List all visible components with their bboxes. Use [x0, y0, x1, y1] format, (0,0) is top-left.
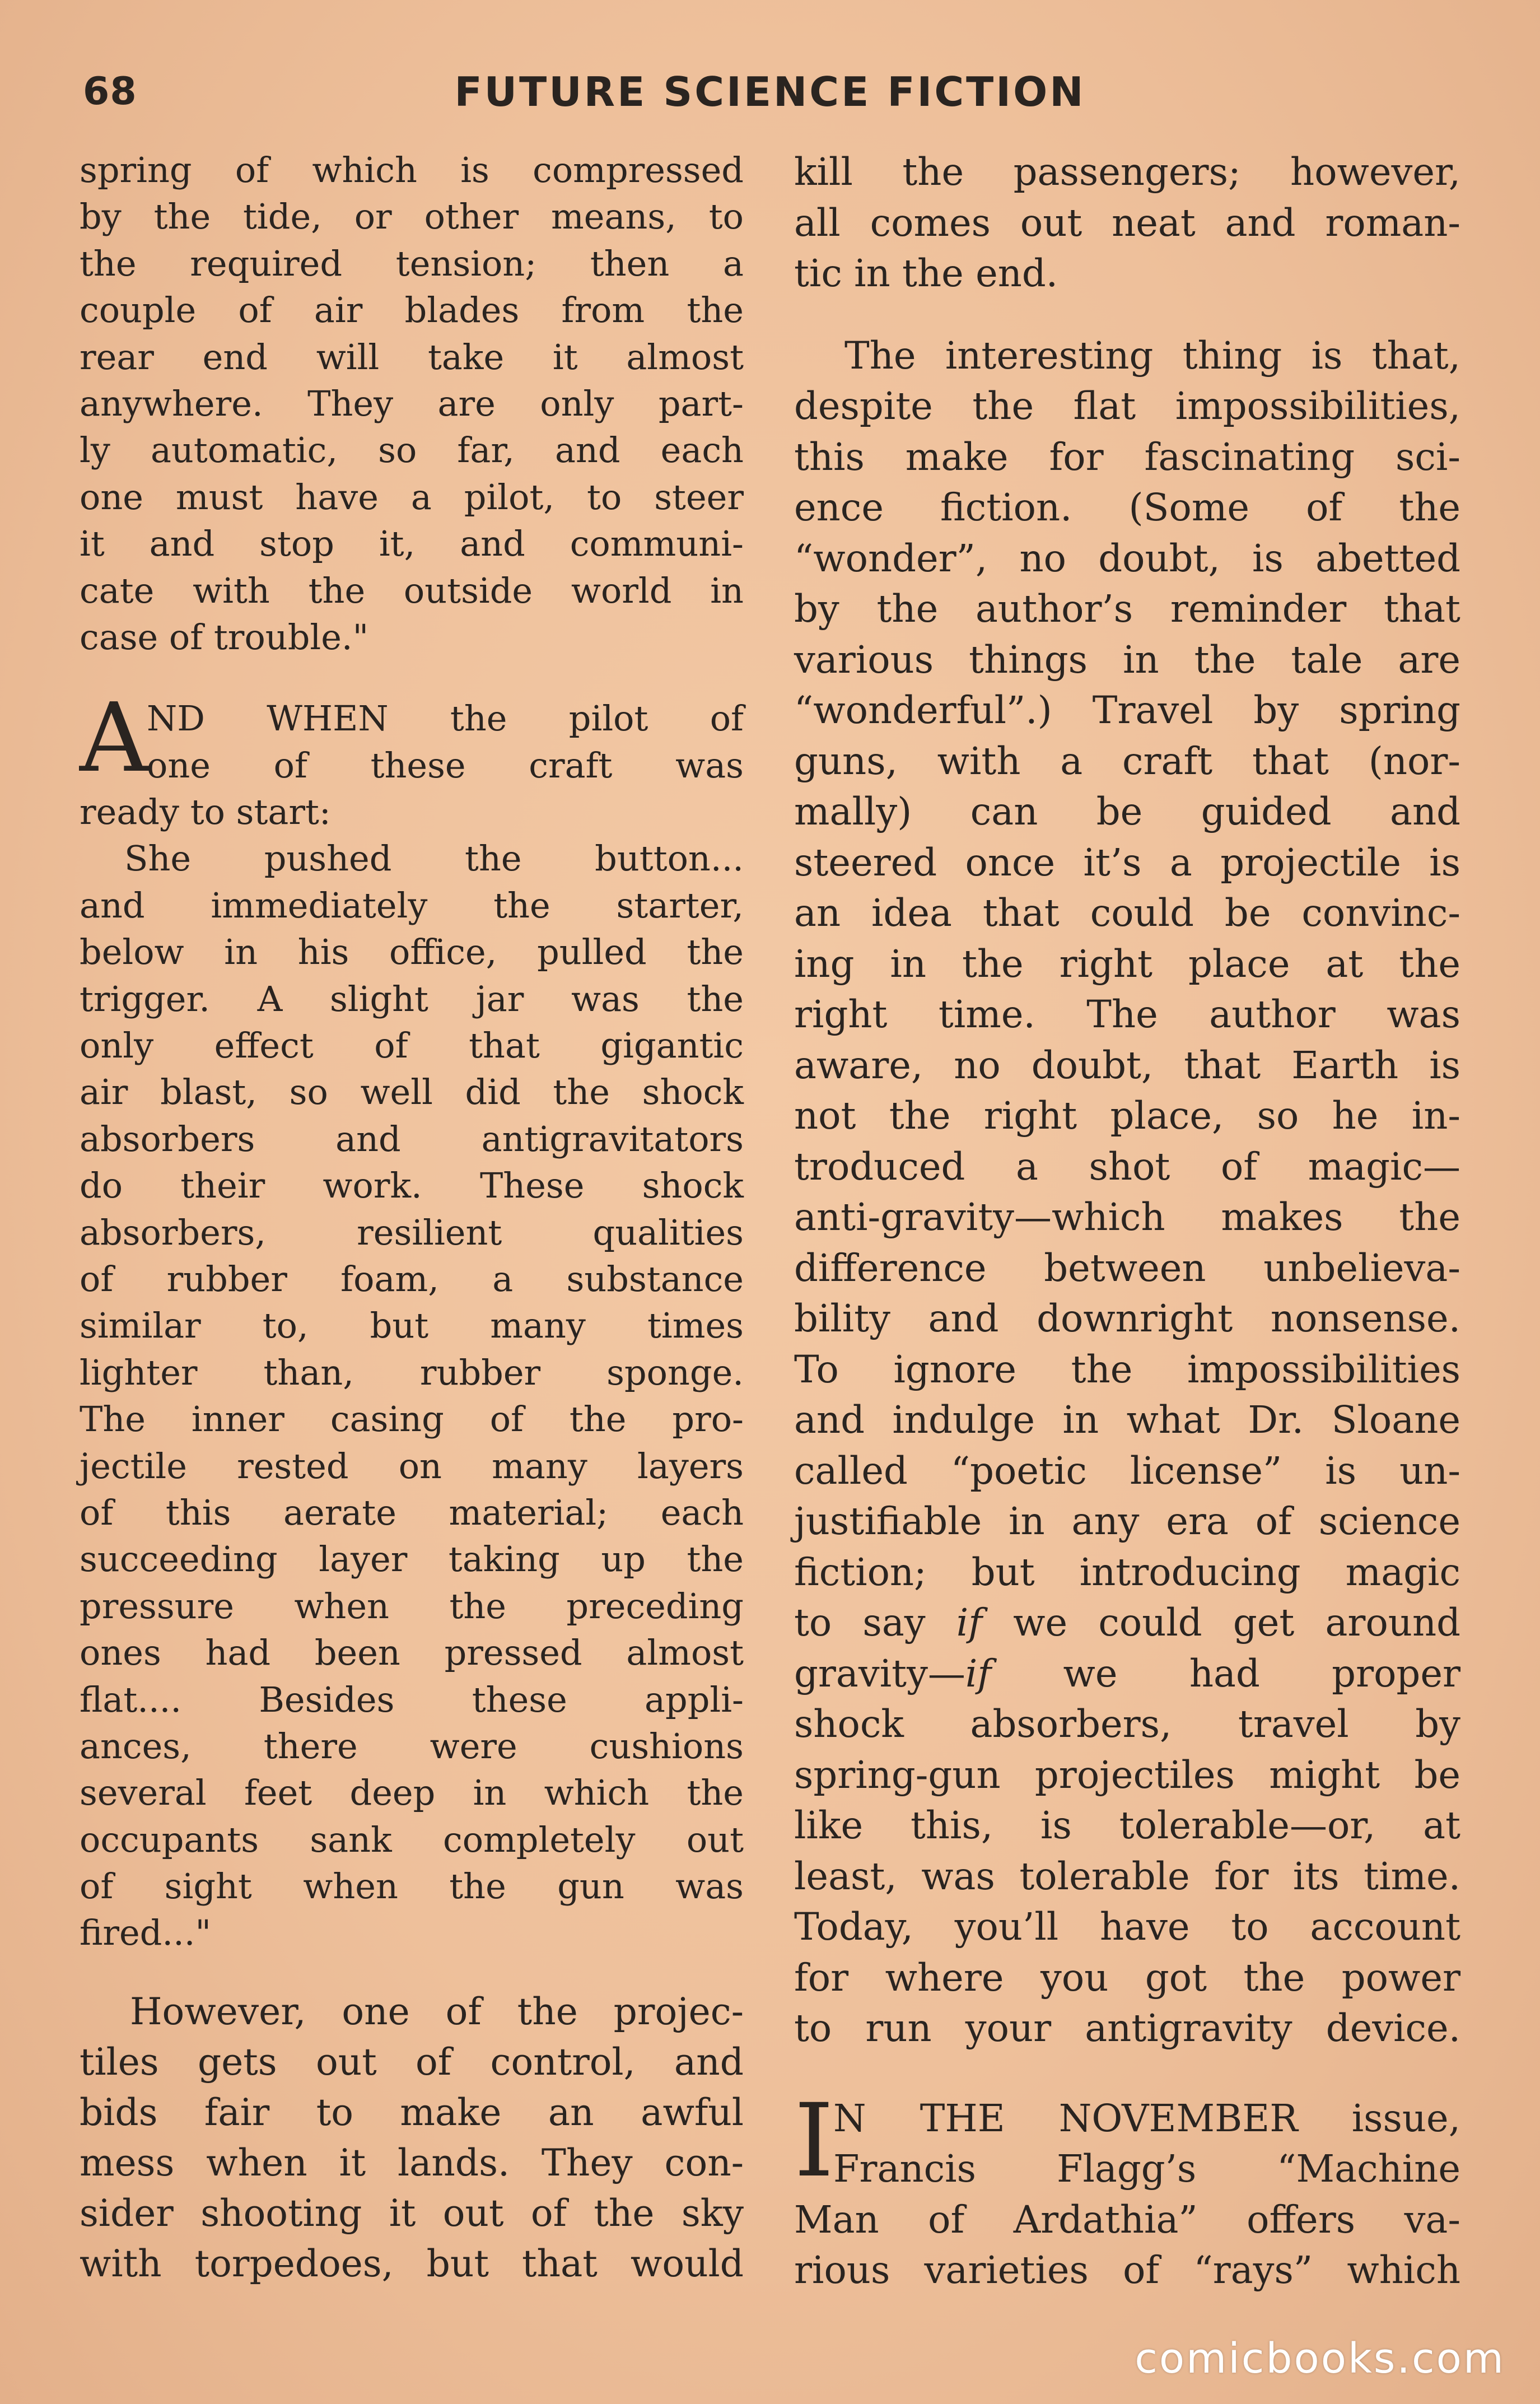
watermark: comicbooks.com [1135, 2335, 1505, 2383]
text-fragment: we had proper [991, 1651, 1460, 1695]
text-line-italic-if [794, 1648, 1460, 1699]
text-line: spring-gun projectiles might be [794, 1753, 1460, 1797]
drop-cap: I [794, 2082, 834, 2200]
text-line: right time. The author was [794, 993, 1460, 1036]
text-line: The inner casing of the pro- [80, 1399, 744, 1440]
paragraph-with-drop-cap [794, 2082, 1460, 2296]
text-line: However, one of the projec- [130, 1990, 744, 2033]
text-line: several feet deep in which the [80, 1772, 744, 1814]
text-line: trigger. A slight jar was the [80, 978, 744, 1019]
text-line: bility and downright nonsense. [794, 1297, 1460, 1340]
text-line: ances, there were cushions [80, 1725, 744, 1767]
text-line: fired..." [80, 1912, 212, 1954]
text-line: similar to, but many times [80, 1305, 744, 1347]
text-line: the required tension; then a [80, 243, 744, 284]
text-line: difference between unbelieva- [794, 1246, 1460, 1290]
text-line: this make for fascinating sci- [794, 435, 1460, 479]
text-line: She pushed the button... [124, 838, 744, 879]
text-line: N THE NOVEMBER issue, [833, 2096, 1460, 2140]
text-line: Man of Ardathia” offers va- [794, 2197, 1460, 2242]
paragraph [80, 147, 744, 660]
text-line: tic in the end. [794, 251, 1058, 295]
text-line: for where you got the power [794, 1955, 1460, 2000]
text-line: case of trouble." [80, 616, 369, 658]
text-line: and indulge in what Dr. Sloane [794, 1398, 1460, 1442]
text-line: bids fair to make an awful [80, 2090, 744, 2134]
text-line: couple of air blades from the [80, 290, 744, 331]
text-line: anywhere. They are only part- [80, 383, 744, 424]
text-line: ready to start: [80, 791, 331, 833]
text-line: spring of which is compressed [80, 150, 744, 190]
text-line: various things in the tale are [794, 637, 1460, 682]
text-line: mally) can be guided and [794, 790, 1460, 833]
text-line: fiction; but introducing magic [794, 1550, 1460, 1594]
text-line: all comes out neat and roman- [794, 201, 1460, 245]
running-title: FUTURE SCIENCE FICTION [454, 68, 1086, 115]
text-line: do their work. These shock [80, 1165, 744, 1206]
text-line: one of these craft was [147, 744, 744, 786]
text-line: Today, you’ll have to account [794, 1905, 1460, 1949]
page-number: 68 [83, 69, 137, 114]
right-column [794, 147, 1460, 2296]
italic-word: if [956, 1601, 983, 1644]
text-line: anti-gravity—which makes the [794, 1195, 1460, 1239]
text-line: To ignore the impossibilities [794, 1347, 1460, 1391]
italic-word: if [965, 1651, 992, 1695]
text-line: rear end will take it almost [80, 336, 744, 378]
text-line: tiles gets out of control, and [80, 2040, 744, 2084]
text-line: ing in the right place at the [794, 942, 1460, 986]
drop-cap: A [80, 683, 148, 794]
text-line: ND WHEN the pilot of [147, 698, 744, 739]
text-line: lighter than, rubber sponge. [80, 1352, 744, 1393]
text-line: to run your antigravity device. [794, 2006, 1460, 2050]
text-line: kill the passengers; however, [794, 150, 1460, 194]
text-line: jectile rested on many layers [80, 1445, 744, 1487]
text-line: least, was tolerable for its time. [794, 1854, 1460, 1898]
text-line: absorbers, resilient qualities [80, 1212, 744, 1253]
text-line: justifiable in any era of science [794, 1499, 1460, 1543]
text-line: flat.... Besides these appli- [80, 1679, 744, 1720]
text-line: pressure when the preceding [80, 1585, 744, 1627]
text-line: and immediately the starter, [80, 884, 744, 926]
text-fragment: gravity— [794, 1651, 965, 1695]
paragraph-with-drop-cap [80, 683, 744, 835]
text-line: ence fiction. (Some of the [794, 486, 1460, 529]
text-line: “wonderful”.) Travel by spring [794, 688, 1460, 732]
text-line: mess when it lands. They con- [80, 2141, 744, 2184]
paragraph [80, 1987, 744, 2289]
text-line: only effect of that gigantic [80, 1025, 744, 1066]
text-line: of sight when the gun was [80, 1866, 744, 1907]
text-line: by the author’s reminder that [794, 587, 1460, 631]
text-line: cate with the outside world in [80, 570, 744, 611]
text-line: one must have a pilot, to steer [80, 476, 744, 518]
text-line: Francis Flagg’s “Machine [833, 2147, 1460, 2191]
page-header [0, 66, 1540, 128]
text-line: guns, with a craft that (nor- [794, 739, 1460, 783]
text-line: it and stop it, and communi- [80, 523, 744, 565]
text-line: despite the flat impossibilities, [794, 384, 1460, 428]
text-line: sider shooting it out of the sky [80, 2191, 744, 2235]
text-line: “wonder”, no doubt, is abetted [794, 536, 1460, 580]
text-line-italic-if [794, 1597, 1460, 1648]
text-line: called “poetic license” is un- [794, 1448, 1460, 1493]
text-line: of rubber foam, a substance [80, 1258, 744, 1299]
text-line: occupants sank completely out [80, 1819, 744, 1860]
text-line: ly automatic, so far, and each [80, 430, 744, 471]
text-fragment: to say [794, 1601, 956, 1644]
text-line: The interesting thing is that, [844, 333, 1460, 378]
text-line: an idea that could be convinc- [794, 891, 1460, 935]
text-line: by the tide, or other means, to [80, 196, 744, 237]
text-line: of this aerate material; each [80, 1492, 744, 1533]
text-line: steered once it’s a projectile is [794, 840, 1460, 884]
text-fragment: we could get around [982, 1601, 1460, 1644]
text-line: like this, is tolerable—or, at [794, 1804, 1460, 1847]
block-quote [80, 835, 744, 1956]
left-column [80, 147, 744, 2289]
text-line: troduced a shot of magic— [794, 1144, 1460, 1189]
text-line: aware, no doubt, that Earth is [794, 1043, 1460, 1087]
text-line: succeeding layer taking up the [80, 1539, 744, 1580]
text-line: shock absorbers, travel by [794, 1702, 1460, 1746]
text-line: ones had been pressed almost [80, 1632, 744, 1674]
text-line: not the right place, so he in- [794, 1094, 1460, 1138]
text-line: air blast, so well did the shock [80, 1071, 744, 1113]
text-line: with torpedoes, but that would [80, 2242, 744, 2285]
text-line: absorbers and antigravitators [80, 1118, 744, 1159]
text-line: rious varieties of “rays” which [794, 2248, 1460, 2292]
paragraph [794, 147, 1460, 299]
text-line: below in his office, pulled the [80, 931, 744, 973]
paragraph [794, 330, 1460, 2054]
